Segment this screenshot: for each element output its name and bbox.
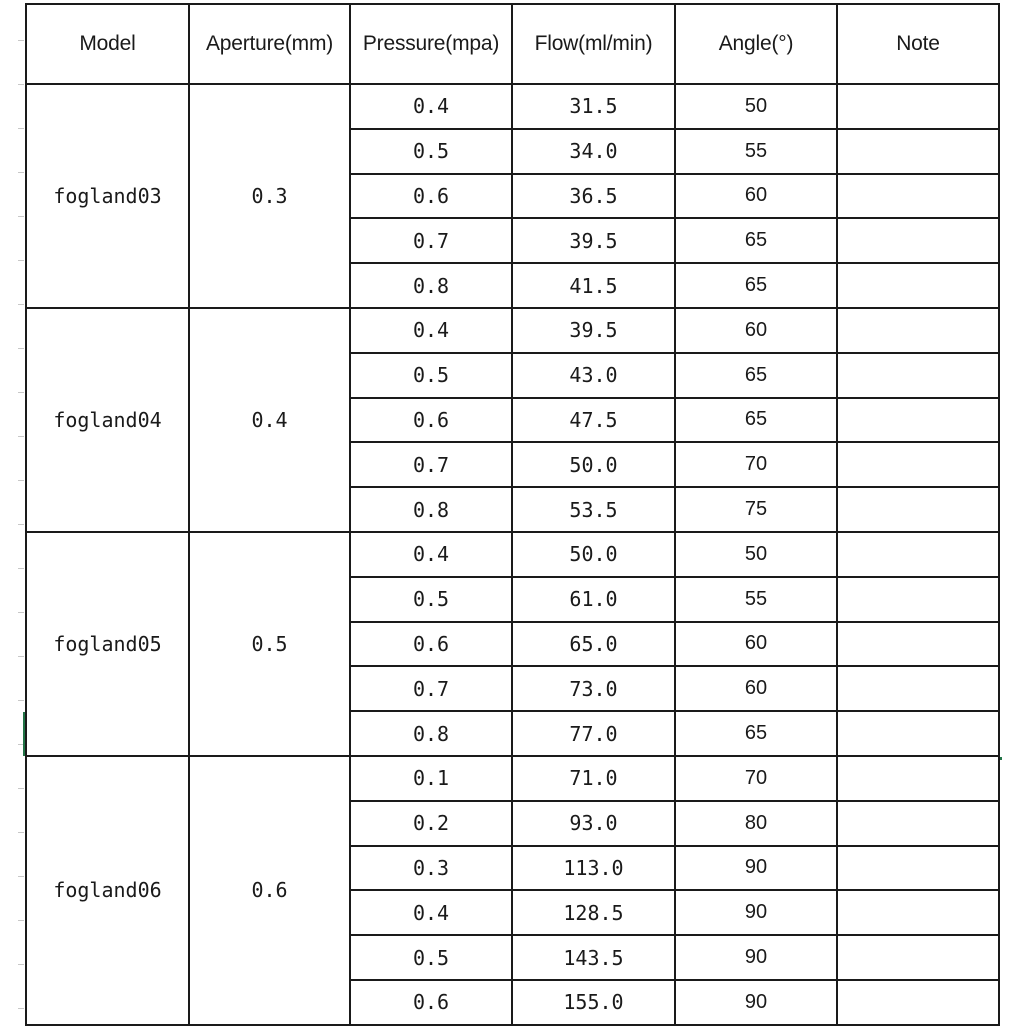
angle-cell[interactable]: 80 — [675, 801, 837, 846]
note-cell[interactable] — [837, 308, 999, 353]
angle-cell[interactable]: 60 — [675, 622, 837, 667]
note-cell[interactable] — [837, 756, 999, 801]
note-cell[interactable] — [837, 666, 999, 711]
pressure-cell[interactable]: 0.5 — [350, 353, 512, 398]
note-cell[interactable] — [837, 398, 999, 443]
flow-cell[interactable]: 143.5 — [512, 935, 675, 980]
angle-cell[interactable]: 90 — [675, 980, 837, 1025]
pressure-cell[interactable]: 0.4 — [350, 84, 512, 129]
flow-cell[interactable]: 73.0 — [512, 666, 675, 711]
flow-cell[interactable]: 93.0 — [512, 801, 675, 846]
table-row — [26, 532, 999, 577]
gridline-tick — [18, 920, 24, 921]
note-cell[interactable] — [837, 890, 999, 935]
pressure-cell[interactable]: 0.5 — [350, 935, 512, 980]
note-cell[interactable] — [837, 846, 999, 891]
gridline-tick — [18, 700, 24, 701]
flow-cell[interactable]: 53.5 — [512, 487, 675, 532]
table-row — [26, 308, 999, 353]
table-body — [26, 84, 999, 1025]
angle-cell[interactable]: 65 — [675, 218, 837, 263]
angle-cell[interactable]: 55 — [675, 577, 837, 622]
flow-cell[interactable]: 31.5 — [512, 84, 675, 129]
header-row — [26, 4, 999, 84]
note-cell[interactable] — [837, 84, 999, 129]
angle-cell[interactable]: 60 — [675, 666, 837, 711]
flow-cell[interactable]: 36.5 — [512, 174, 675, 219]
pressure-cell[interactable]: 0.4 — [350, 308, 512, 353]
pressure-cell[interactable]: 0.6 — [350, 174, 512, 219]
note-cell[interactable] — [837, 622, 999, 667]
flow-cell[interactable]: 113.0 — [512, 846, 675, 891]
note-cell[interactable] — [837, 711, 999, 756]
angle-cell[interactable]: 70 — [675, 442, 837, 487]
row-gridline-ticks — [0, 0, 25, 1024]
note-cell[interactable] — [837, 577, 999, 622]
angle-cell[interactable]: 65 — [675, 711, 837, 756]
angle-cell[interactable]: 90 — [675, 890, 837, 935]
aperture-cell[interactable]: 0.6 — [189, 756, 350, 1025]
pressure-cell[interactable]: 0.8 — [350, 711, 512, 756]
model-cell[interactable]: fogland05 — [26, 532, 189, 756]
pressure-cell[interactable]: 0.3 — [350, 846, 512, 891]
note-cell[interactable] — [837, 263, 999, 308]
pressure-cell[interactable]: 0.8 — [350, 263, 512, 308]
angle-cell[interactable]: 60 — [675, 308, 837, 353]
gridline-tick — [18, 788, 24, 789]
angle-cell[interactable]: 60 — [675, 174, 837, 219]
note-cell[interactable] — [837, 129, 999, 174]
flow-cell[interactable]: 71.0 — [512, 756, 675, 801]
gridline-tick — [18, 656, 24, 657]
header-angle[interactable]: Angle(°) — [675, 4, 837, 84]
gridline-tick — [18, 612, 24, 613]
angle-cell[interactable]: 55 — [675, 129, 837, 174]
note-cell[interactable] — [837, 218, 999, 263]
model-cell[interactable]: fogland03 — [26, 84, 189, 308]
table-row — [26, 756, 999, 801]
flow-cell[interactable]: 39.5 — [512, 308, 675, 353]
flow-cell[interactable]: 61.0 — [512, 577, 675, 622]
flow-cell[interactable]: 34.0 — [512, 129, 675, 174]
flow-cell[interactable]: 50.0 — [512, 442, 675, 487]
note-cell[interactable] — [837, 353, 999, 398]
gridline-tick — [18, 480, 24, 481]
angle-cell[interactable]: 90 — [675, 935, 837, 980]
header-note[interactable]: Note — [837, 4, 999, 84]
angle-cell[interactable]: 65 — [675, 353, 837, 398]
pressure-cell[interactable]: 0.4 — [350, 890, 512, 935]
aperture-cell[interactable]: 0.4 — [189, 308, 350, 532]
flow-cell[interactable]: 65.0 — [512, 622, 675, 667]
model-cell[interactable]: fogland04 — [26, 308, 189, 532]
gridline-tick — [18, 832, 24, 833]
nozzle-spec-table — [25, 3, 1000, 1026]
pressure-cell[interactable]: 0.7 — [350, 442, 512, 487]
note-cell[interactable] — [837, 487, 999, 532]
angle-cell[interactable]: 90 — [675, 846, 837, 891]
flow-cell[interactable]: 77.0 — [512, 711, 675, 756]
pressure-cell[interactable]: 0.1 — [350, 756, 512, 801]
pressure-cell[interactable]: 0.5 — [350, 577, 512, 622]
angle-cell[interactable]: 65 — [675, 398, 837, 443]
gridline-tick — [18, 964, 24, 965]
note-cell[interactable] — [837, 801, 999, 846]
gridline-tick — [18, 40, 24, 41]
note-cell[interactable] — [837, 532, 999, 577]
pressure-cell[interactable]: 0.5 — [350, 129, 512, 174]
pressure-cell[interactable]: 0.8 — [350, 487, 512, 532]
gridline-tick — [18, 1008, 24, 1009]
angle-cell[interactable]: 65 — [675, 263, 837, 308]
gridline-tick — [18, 436, 24, 437]
flow-cell[interactable]: 47.5 — [512, 398, 675, 443]
pressure-cell[interactable]: 0.6 — [350, 622, 512, 667]
pressure-cell[interactable]: 0.2 — [350, 801, 512, 846]
angle-cell[interactable]: 70 — [675, 756, 837, 801]
pressure-cell[interactable]: 0.6 — [350, 980, 512, 1025]
gridline-tick — [18, 876, 24, 877]
gridline-tick — [18, 172, 24, 173]
flow-cell[interactable]: 128.5 — [512, 890, 675, 935]
table-row — [26, 84, 999, 129]
aperture-cell[interactable]: 0.3 — [189, 84, 350, 308]
note-cell[interactable] — [837, 174, 999, 219]
pressure-cell[interactable]: 0.7 — [350, 666, 512, 711]
flow-cell[interactable]: 155.0 — [512, 980, 675, 1025]
header-pressure[interactable]: Pressure(mpa) — [350, 4, 512, 84]
gridline-tick — [18, 392, 24, 393]
gridline-tick — [18, 216, 24, 217]
flow-cell[interactable]: 43.0 — [512, 353, 675, 398]
model-cell[interactable]: fogland06 — [26, 756, 189, 1025]
angle-cell[interactable]: 50 — [675, 532, 837, 577]
note-cell[interactable] — [837, 442, 999, 487]
gridline-tick — [18, 128, 24, 129]
flow-cell[interactable]: 50.0 — [512, 532, 675, 577]
gridline-tick — [18, 568, 24, 569]
aperture-cell[interactable]: 0.5 — [189, 532, 350, 756]
pressure-cell[interactable]: 0.7 — [350, 218, 512, 263]
note-cell[interactable] — [837, 935, 999, 980]
pressure-cell[interactable]: 0.6 — [350, 398, 512, 443]
flow-cell[interactable]: 41.5 — [512, 263, 675, 308]
gridline-tick — [18, 260, 24, 261]
header-model[interactable]: Model — [26, 4, 189, 84]
flow-cell[interactable]: 39.5 — [512, 218, 675, 263]
angle-cell[interactable]: 75 — [675, 487, 837, 532]
header-flow[interactable]: Flow(ml/min) — [512, 4, 675, 84]
gridline-tick — [18, 304, 24, 305]
header-aperture[interactable]: Aperture(mm) — [189, 4, 350, 84]
gridline-tick — [18, 84, 24, 85]
pressure-cell[interactable]: 0.4 — [350, 532, 512, 577]
angle-cell[interactable]: 50 — [675, 84, 837, 129]
note-cell[interactable] — [837, 980, 999, 1025]
gridline-tick — [18, 524, 24, 525]
gridline-tick — [18, 348, 24, 349]
